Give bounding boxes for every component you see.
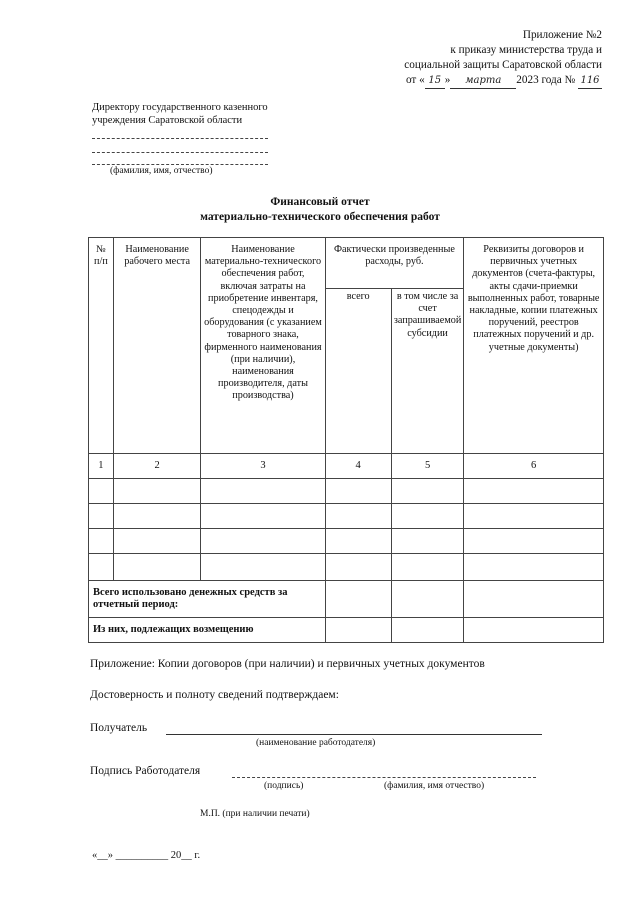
appendix-ministry-line: социальной защиты Саратовской области [404,59,602,71]
date-line: «__» __________ 20__ г. [92,850,201,861]
header-total: всего [325,289,391,454]
addressee-blank-3 [92,164,268,165]
col-number-5: 5 [391,454,463,479]
table-number-row [89,454,604,479]
table-row [89,529,604,554]
recipient-caption: (наименование работодателя) [256,738,376,748]
recipient-line [166,734,542,735]
signature-caption: (подпись) [264,781,304,791]
addressee-block [92,101,268,127]
total-label: Всего использовано денежных средств за отчетный период: [89,581,326,618]
table-row [89,554,604,581]
stamp-note: М.П. (при наличии печати) [200,809,310,819]
report-title-line1: Финансовый отчет [270,196,370,208]
table-header-row [89,238,604,289]
header-subsidy: в том числе за счет запрашиваемой субсидии [391,289,463,454]
table-row [89,504,604,529]
header-item: Наименование материально-технического обеспечения работ, включая затраты на приобретение инвентаря, спецодежды и оборудования (с указанием товарного знака, фирменного наименования (при наличии), наименования производителя, даты производства) [201,238,325,454]
signature-label: Подпись Работодателя [90,765,201,777]
col-number-2: 2 [113,454,201,479]
table-total-row [89,581,604,618]
appendix-day: 15 [425,73,445,89]
confirmation-text: Достоверность и полноту сведений подтверждаем: [90,689,339,701]
col-number-1: 1 [89,454,114,479]
appendix-month: марта [450,73,516,89]
signature-line [232,777,536,778]
addressee-line2: учреждения Саратовской области [92,115,243,126]
col-number-6: 6 [464,454,604,479]
name-caption: (фамилия, имя отчество) [384,781,485,791]
appendix-title: Приложение №2 [522,29,602,41]
appendix-block [404,28,602,89]
recipient-label: Получатель [90,722,148,734]
report-title [0,195,640,225]
col-number-3: 3 [201,454,325,479]
addressee-blank-1 [92,138,268,139]
addressee-line1: Директору государственного казенного [92,102,268,113]
header-workplace: Наименование рабочего места [113,238,201,454]
appendix-order-line: к приказу министерства труда и [450,44,602,56]
addressee-blank-2 [92,152,268,153]
header-number: № п/п [89,238,114,454]
addressee-caption: (фамилия, имя, отчество) [110,166,213,176]
header-expenses: Фактически произведенные расходы, руб. [325,238,464,289]
report-title-line2: материально-технического обеспечения работ [200,211,440,223]
appendix-date-line: от « 15 » марта 2023 года № 116 [404,73,602,89]
table-reimburse-row [89,618,604,643]
header-requisites: Реквизиты договоров и первичных учетных документов (счета-фактуры, акты сдачи-приемки выполненных работ, товарные накладные, копии платежных поручений, реестров платежных поручений и др. учетные документы) [464,238,604,454]
appendix-number: 116 [578,73,602,89]
attachment-note: Приложение: Копии договоров (при наличии) и первичных учетных документов [90,658,485,670]
table-row [89,479,604,504]
report-table [88,237,604,643]
reimburse-label: Из них, подлежащих возмещению [89,618,326,643]
col-number-4: 4 [325,454,391,479]
appendix-year: 2023 года [516,74,562,86]
